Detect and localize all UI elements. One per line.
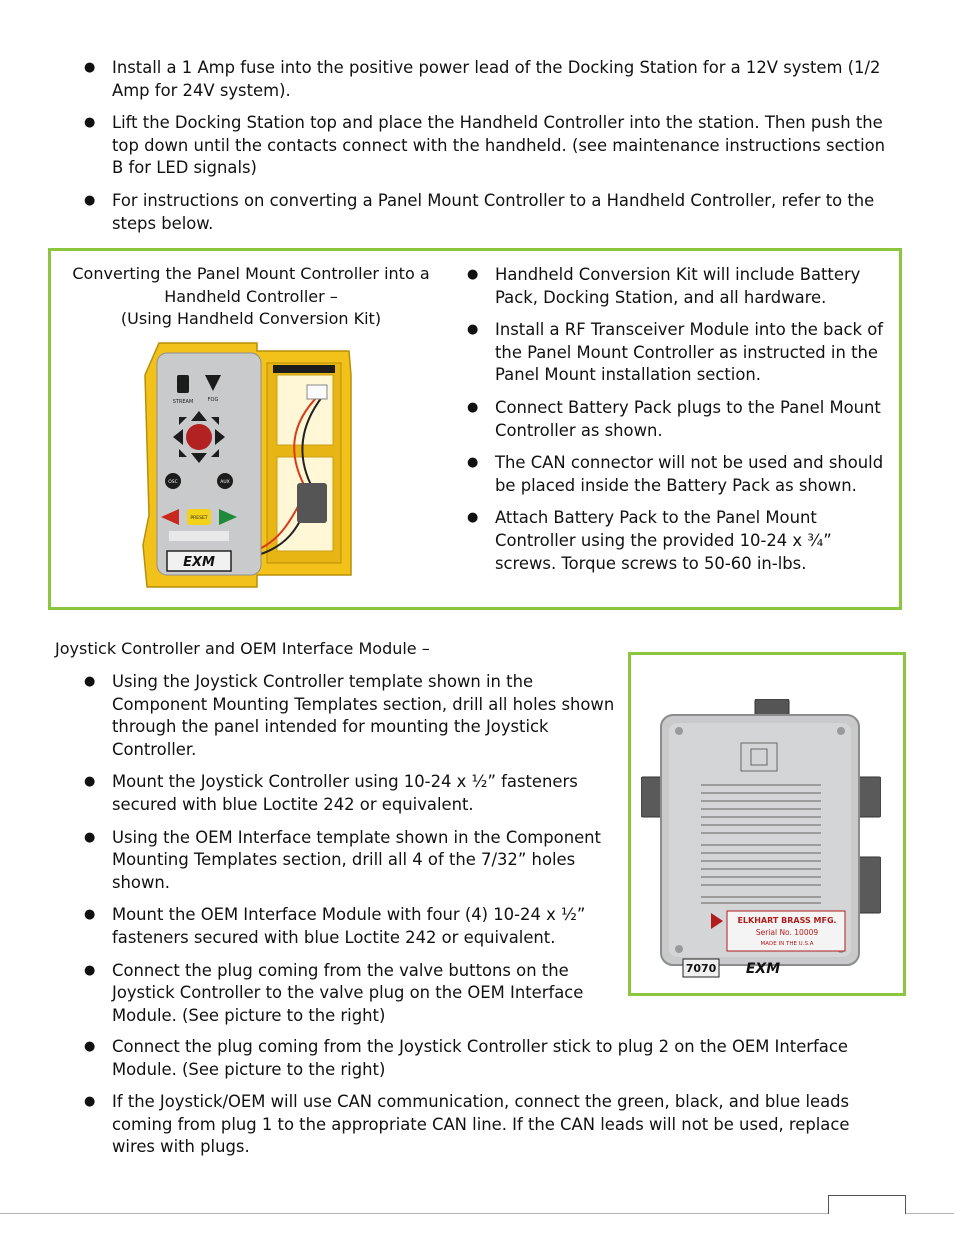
bullet-text: The CAN connector will not be used and should be placed inside the Battery Pack as shown. [495, 453, 884, 495]
bullet-icon: ● [84, 774, 96, 790]
title-line: Handheld Controller – [164, 286, 338, 306]
oem-serial-label: Serial No. 10009 [755, 928, 819, 937]
title-line: Converting the Panel Mount Controller into a [72, 264, 430, 283]
list-item [84, 112, 892, 180]
bullet-text: Connect the plug coming from the valve buttons on the Joystick Controller to the valve plug on the OEM Interface Module. (See picture to the right) [112, 960, 584, 1025]
handheld-controller-image [139, 335, 359, 593]
list-item [84, 671, 632, 761]
section-heading: Joystick Controller and OEM Interface Module – [55, 639, 430, 658]
bullet-icon: ● [84, 1039, 96, 1054]
list-item [84, 57, 892, 102]
svg-text:STREAM: STREAM [172, 399, 194, 405]
bullet-icon: ● [467, 267, 479, 282]
conversion-box-title [59, 263, 443, 331]
bullet-icon: ● [84, 1094, 96, 1110]
bullet-text: Connect Battery Pack plugs to the Panel Mount Controller as shown. [495, 397, 881, 440]
page-number-tab [828, 1195, 906, 1214]
list-item [84, 904, 632, 949]
exm-logo: EXM [183, 555, 215, 570]
bullet-icon: ● [84, 60, 96, 75]
bullet-text: Handheld Conversion Kit will include Battery Pack, Docking Station, and all hardware. [495, 265, 861, 307]
oem-interface-module-image [641, 699, 881, 981]
list-item [84, 1091, 892, 1159]
list-item [84, 190, 892, 235]
oem-made-in-label: MADE IN THE U.S.A [760, 941, 814, 947]
bullet-text: Mount the OEM Interface Module with four (4) 10-24 x ½” fasteners secured with blue Loctite 242 or equivalent. [112, 905, 586, 947]
bullet-icon: ● [467, 455, 479, 471]
list-item [84, 771, 632, 816]
bullet-text: Lift the Docking Station top and place the Handheld Controller into the station. Then push the top down until the contacts connect with the handheld. (see maintenance instructions section B for LED signals) [112, 113, 886, 178]
bullet-text: Using the OEM Interface template shown in the Component Mounting Templates section, drill all 4 of the 7/32” holes shown. [112, 827, 601, 892]
intro-bullet-list [84, 57, 892, 245]
joystick-wide-bullet-list [84, 1036, 892, 1169]
bullet-icon: ● [467, 399, 479, 415]
footer-rule [0, 1213, 954, 1214]
bullet-icon: ● [84, 115, 96, 131]
svg-text:FOG: FOG [207, 397, 219, 403]
oem-brand-label: ELKHART BRASS MFG. [737, 916, 837, 925]
bullet-text: Using the Joystick Controller template shown in the Component Mounting Templates section, drill all holes shown through the panel intended for mounting the Joystick Controller. [112, 672, 615, 759]
list-item [84, 827, 632, 895]
bullet-text: Install a 1 Amp fuse into the positive power lead of the Docking Station for a 12V system (1/2 Amp for 24V system). [112, 58, 881, 100]
bullet-icon: ● [84, 192, 96, 208]
bullet-icon: ● [467, 322, 479, 338]
joystick-bullet-list [84, 671, 632, 1037]
conversion-kit-box [48, 248, 902, 610]
bullet-text: If the Joystick/OEM will use CAN communication, connect the green, black, and blue leads coming from plug 1 to the appropriate CAN line. If the CAN leads will not be used, replace wires with plugs. [112, 1092, 850, 1157]
svg-text:OSC: OSC [168, 480, 178, 485]
oem-exm-logo: EXM [745, 961, 781, 977]
bullet-text: Connect the plug coming from the Joystick Controller stick to plug 2 on the OEM Interface Module. (See picture to the right) [112, 1037, 848, 1079]
bullet-text: For instructions on converting a Panel Mount Controller to a Handheld Controller, refer to the steps below. [112, 190, 875, 233]
bullet-icon: ● [84, 962, 96, 978]
list-item [467, 397, 895, 442]
list-item [467, 264, 895, 309]
svg-text:PRESET: PRESET [190, 516, 208, 521]
list-item [467, 319, 895, 387]
list-item [84, 1036, 892, 1081]
bullet-icon: ● [467, 510, 479, 526]
title-line: (Using Handheld Conversion Kit) [120, 309, 382, 329]
oem-module-photo-box [628, 652, 906, 996]
list-item [467, 452, 895, 497]
bullet-icon: ● [84, 907, 96, 923]
list-item [84, 960, 632, 1028]
svg-text:AUX: AUX [220, 480, 230, 485]
bullet-icon: ● [84, 829, 96, 845]
list-item [467, 507, 895, 575]
bullet-text: Install a RF Transceiver Module into the back of the Panel Mount Controller as instructed in the Panel Mount installation section. [495, 320, 884, 385]
oem-model-label: 7070 [685, 962, 717, 975]
bullet-text: Mount the Joystick Controller using 10-24 x ½” fasteners secured with blue Loctite 242 or equivalent. [112, 772, 578, 814]
bullet-icon: ● [84, 674, 96, 689]
bullet-text: Attach Battery Pack to the Panel Mount Controller using the provided 10-24 x ¾” screws. Torque screws to 50-60 in-lbs. [495, 508, 832, 573]
conversion-bullet-list [467, 264, 895, 585]
